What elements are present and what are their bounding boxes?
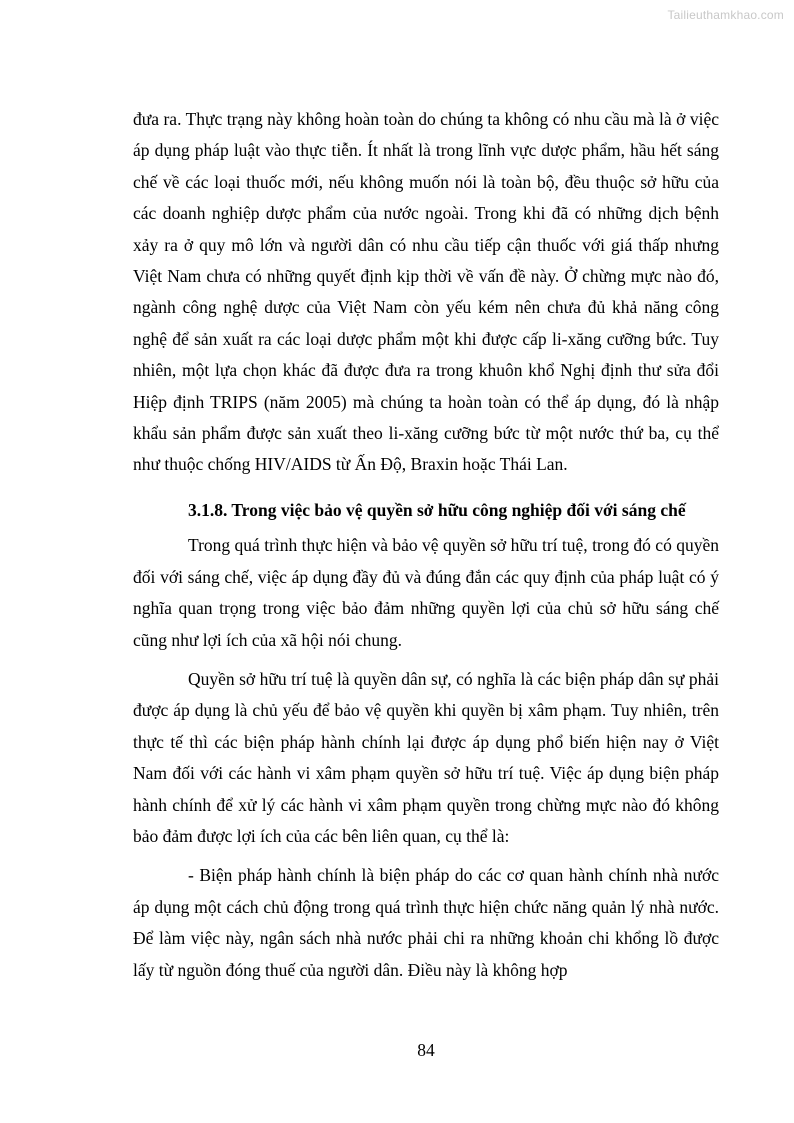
paragraph-3: Quyền sở hữu trí tuệ là quyền dân sự, có nghĩa là các biện pháp dân sự phải được áp dụng là chủ yếu để bảo vệ quyền khi quyền bị xâm phạm. Tuy nhiên, trên thực tế thì các biện pháp hành chính lại được áp dụng phổ biến hiện nay ở Việt Nam đối với các hành vi xâm phạm quyền sở hữu trí tuệ. Việc áp dụng biện pháp hành chính để xử lý các hành vi xâm phạm quyền trong chừng mực nào đó không bảo đảm được lợi ích của các bên liên quan, cụ thể là: [133, 668, 719, 846]
watermark-text: Tailieuthamkhao.com [667, 8, 784, 22]
page-number: 84 [417, 1040, 435, 1060]
paragraph-2: Trong quá trình thực hiện và bảo vệ quyền sở hữu trí tuệ, trong đó có quyền đối với sáng chế, việc áp dụng đầy đủ và đúng đắn các quy định của pháp luật có ý nghĩa quan trọng trong việc bảo đảm những quyền lợi của chủ sở hữu sáng chế cũng như lợi ích của xã hội nói chung. [133, 535, 719, 650]
paragraph-1: đưa ra. Thực trạng này không hoàn toàn do chúng ta không có nhu cầu mà là ở việc áp dụng pháp luật vào thực tiễn. Ít nhất là trong lĩnh vực dược phẩm, hầu hết sáng chế về các loại thuốc mới, nếu không muốn nói là toàn bộ, đều thuộc sở hữu của các doanh nghiệp dược phẩm của nước ngoài. Trong khi đã có những dịch bệnh xảy ra ở quy mô lớn và người dân có nhu cầu tiếp cận thuốc với giá thấp nhưng Việt Nam chưa có những quyết định kịp thời về vấn đề này. Ở chừng mực nào đó, ngành công nghệ dược của Việt Nam còn yếu kém nên chưa đủ khả năng công nghệ để sản xuất ra các loại dược phẩm một khi được cấp li-xăng cưỡng bức. Tuy nhiên, một lựa chọn khác đã được đưa ra trong khuôn khổ Nghị định thư sửa đổi Hiệp định TRIPS (năm 2005) mà chúng ta hoàn toàn có thể áp dụng, đó là nhập khẩu sản phẩm được sản xuất theo li-xăng cưỡng bức từ một nước thứ ba, cụ thể như thuộc chống HIV/AIDS từ Ấn Độ, Braxin hoặc Thái Lan. [133, 109, 719, 475]
document-body [133, 104, 719, 986]
paragraph-4: - Biện pháp hành chính là biện pháp do các cơ quan hành chính nhà nước áp dụng một cách chủ động trong quá trình thực hiện chức năng quản lý nhà nước. Để làm việc này, ngân sách nhà nước phải chi ra những khoản chi khổng lồ được lấy từ nguồn đóng thuế của người dân. Điều này là không hợp [133, 865, 719, 980]
section-heading: 3.1.8. Trong việc bảo vệ quyền sở hữu công nghiệp đối với sáng chế [188, 499, 686, 520]
